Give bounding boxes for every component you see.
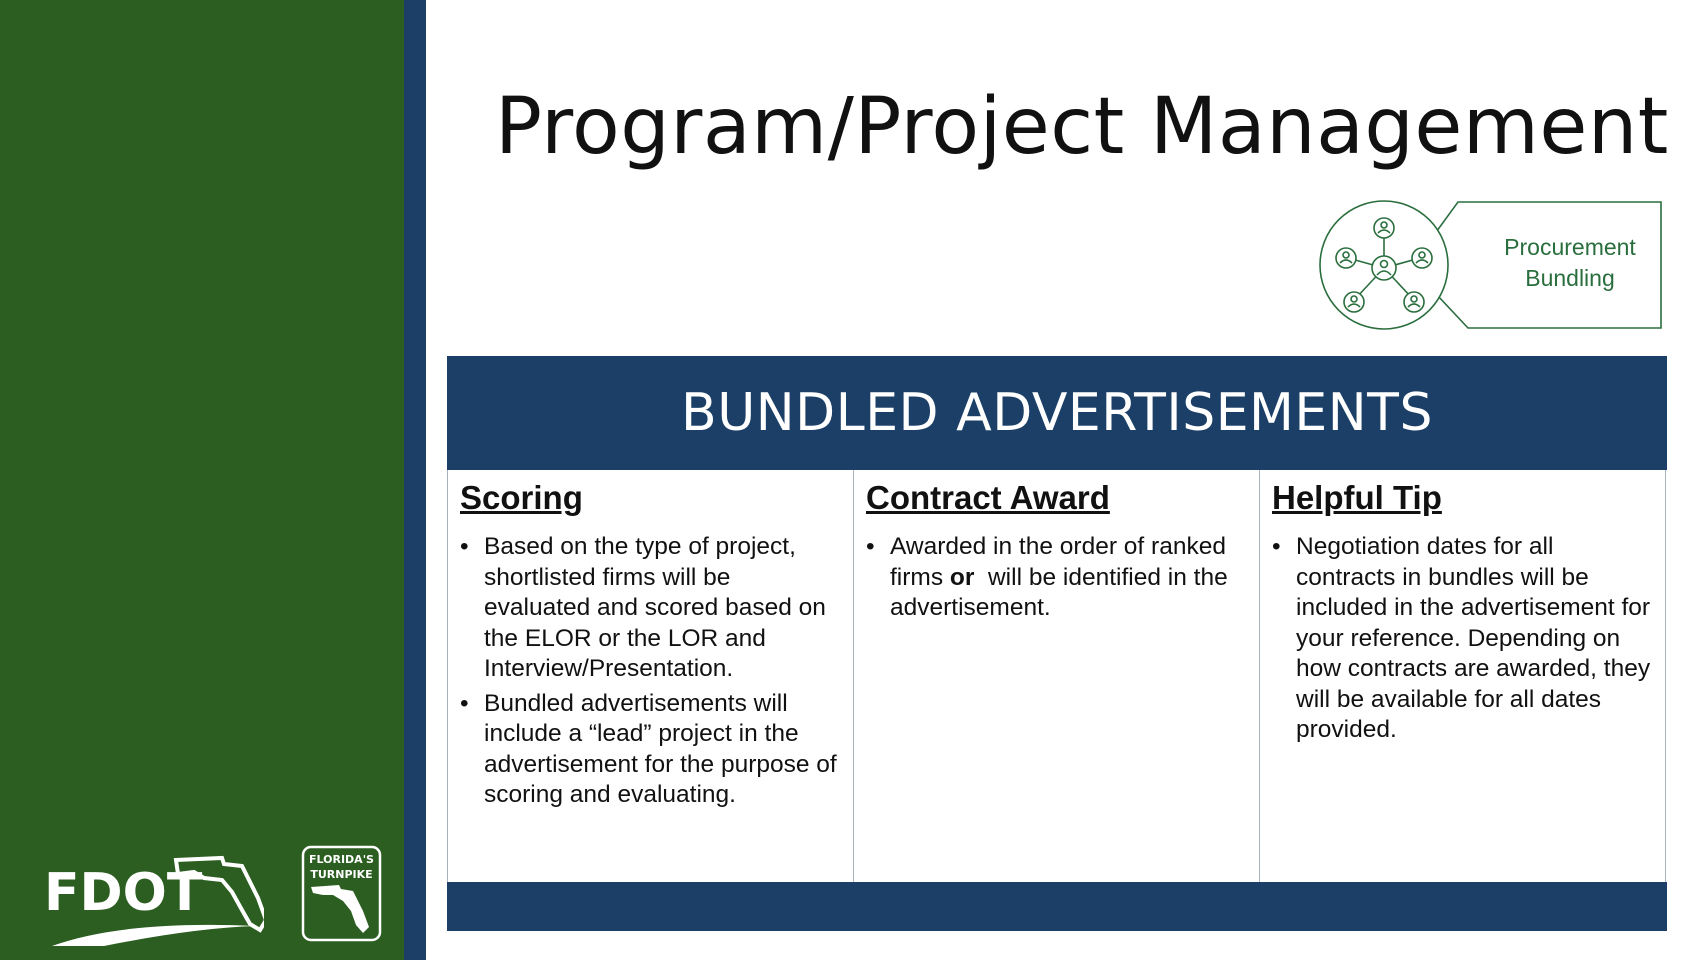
fdot-logo — [44, 850, 264, 950]
column-scoring — [448, 470, 854, 882]
florida-silhouette-icon — [311, 885, 369, 933]
turnpike-text: TURNPIKE — [310, 868, 373, 881]
road-swoosh-icon — [52, 925, 256, 946]
table-footer-bar — [447, 882, 1667, 931]
person-node-icon — [1412, 248, 1432, 268]
person-node-icon — [1374, 218, 1394, 238]
bullet-list — [866, 532, 1247, 624]
fdot-wordmark: FDOT — [44, 863, 203, 923]
turnpike-text: FLORIDA'S — [309, 853, 374, 866]
person-node-icon — [1372, 256, 1396, 280]
person-node-icon — [1336, 248, 1356, 268]
bundled-ads-table — [447, 356, 1667, 931]
callout-label-line: Bundling — [1525, 265, 1615, 291]
bullet-text: Awarded in the order of ranked firms — [890, 533, 1226, 591]
person-node-icon — [1344, 292, 1364, 312]
bullet-list — [1272, 532, 1653, 746]
column-helpful-tip — [1260, 470, 1666, 882]
column-heading: Contract Award — [866, 479, 1110, 516]
bullet-item: • Based on the type of project, shortlisted firms will be evaluated and scored based on the ELOR or the LOR and Interview/Presentation. — [460, 532, 841, 685]
column-heading: Helpful Tip — [1272, 479, 1442, 516]
bullet-bold-text: or — [949, 563, 975, 591]
turnpike-logo — [301, 845, 382, 942]
bullet-text: will be identified in the advertisement. — [890, 563, 1235, 621]
callout-label — [1470, 232, 1670, 294]
table-header: BUNDLED ADVERTISEMENTS — [447, 356, 1667, 470]
column-heading: Scoring — [460, 479, 583, 516]
table-columns — [447, 470, 1668, 882]
bullet-list — [460, 532, 841, 811]
left-navy-stripe — [404, 0, 426, 960]
bullet-item: • Bundled advertisements will include a “lead” project in the advertisement for the purpose of scoring and evaluating. — [460, 689, 841, 811]
person-node-icon — [1404, 292, 1424, 312]
bullet-item: • Negotiation dates for all contracts in bundles will be included in the advertisement for your reference. Depending on how contracts are awarded, they will be available for all dates provided. — [1272, 532, 1653, 746]
bullet-item — [866, 532, 1247, 624]
left-green-panel — [0, 0, 404, 960]
page-title: Program/Project Management — [495, 82, 1669, 172]
column-contract-award — [854, 470, 1260, 882]
callout-label-line: Procurement — [1504, 234, 1636, 260]
